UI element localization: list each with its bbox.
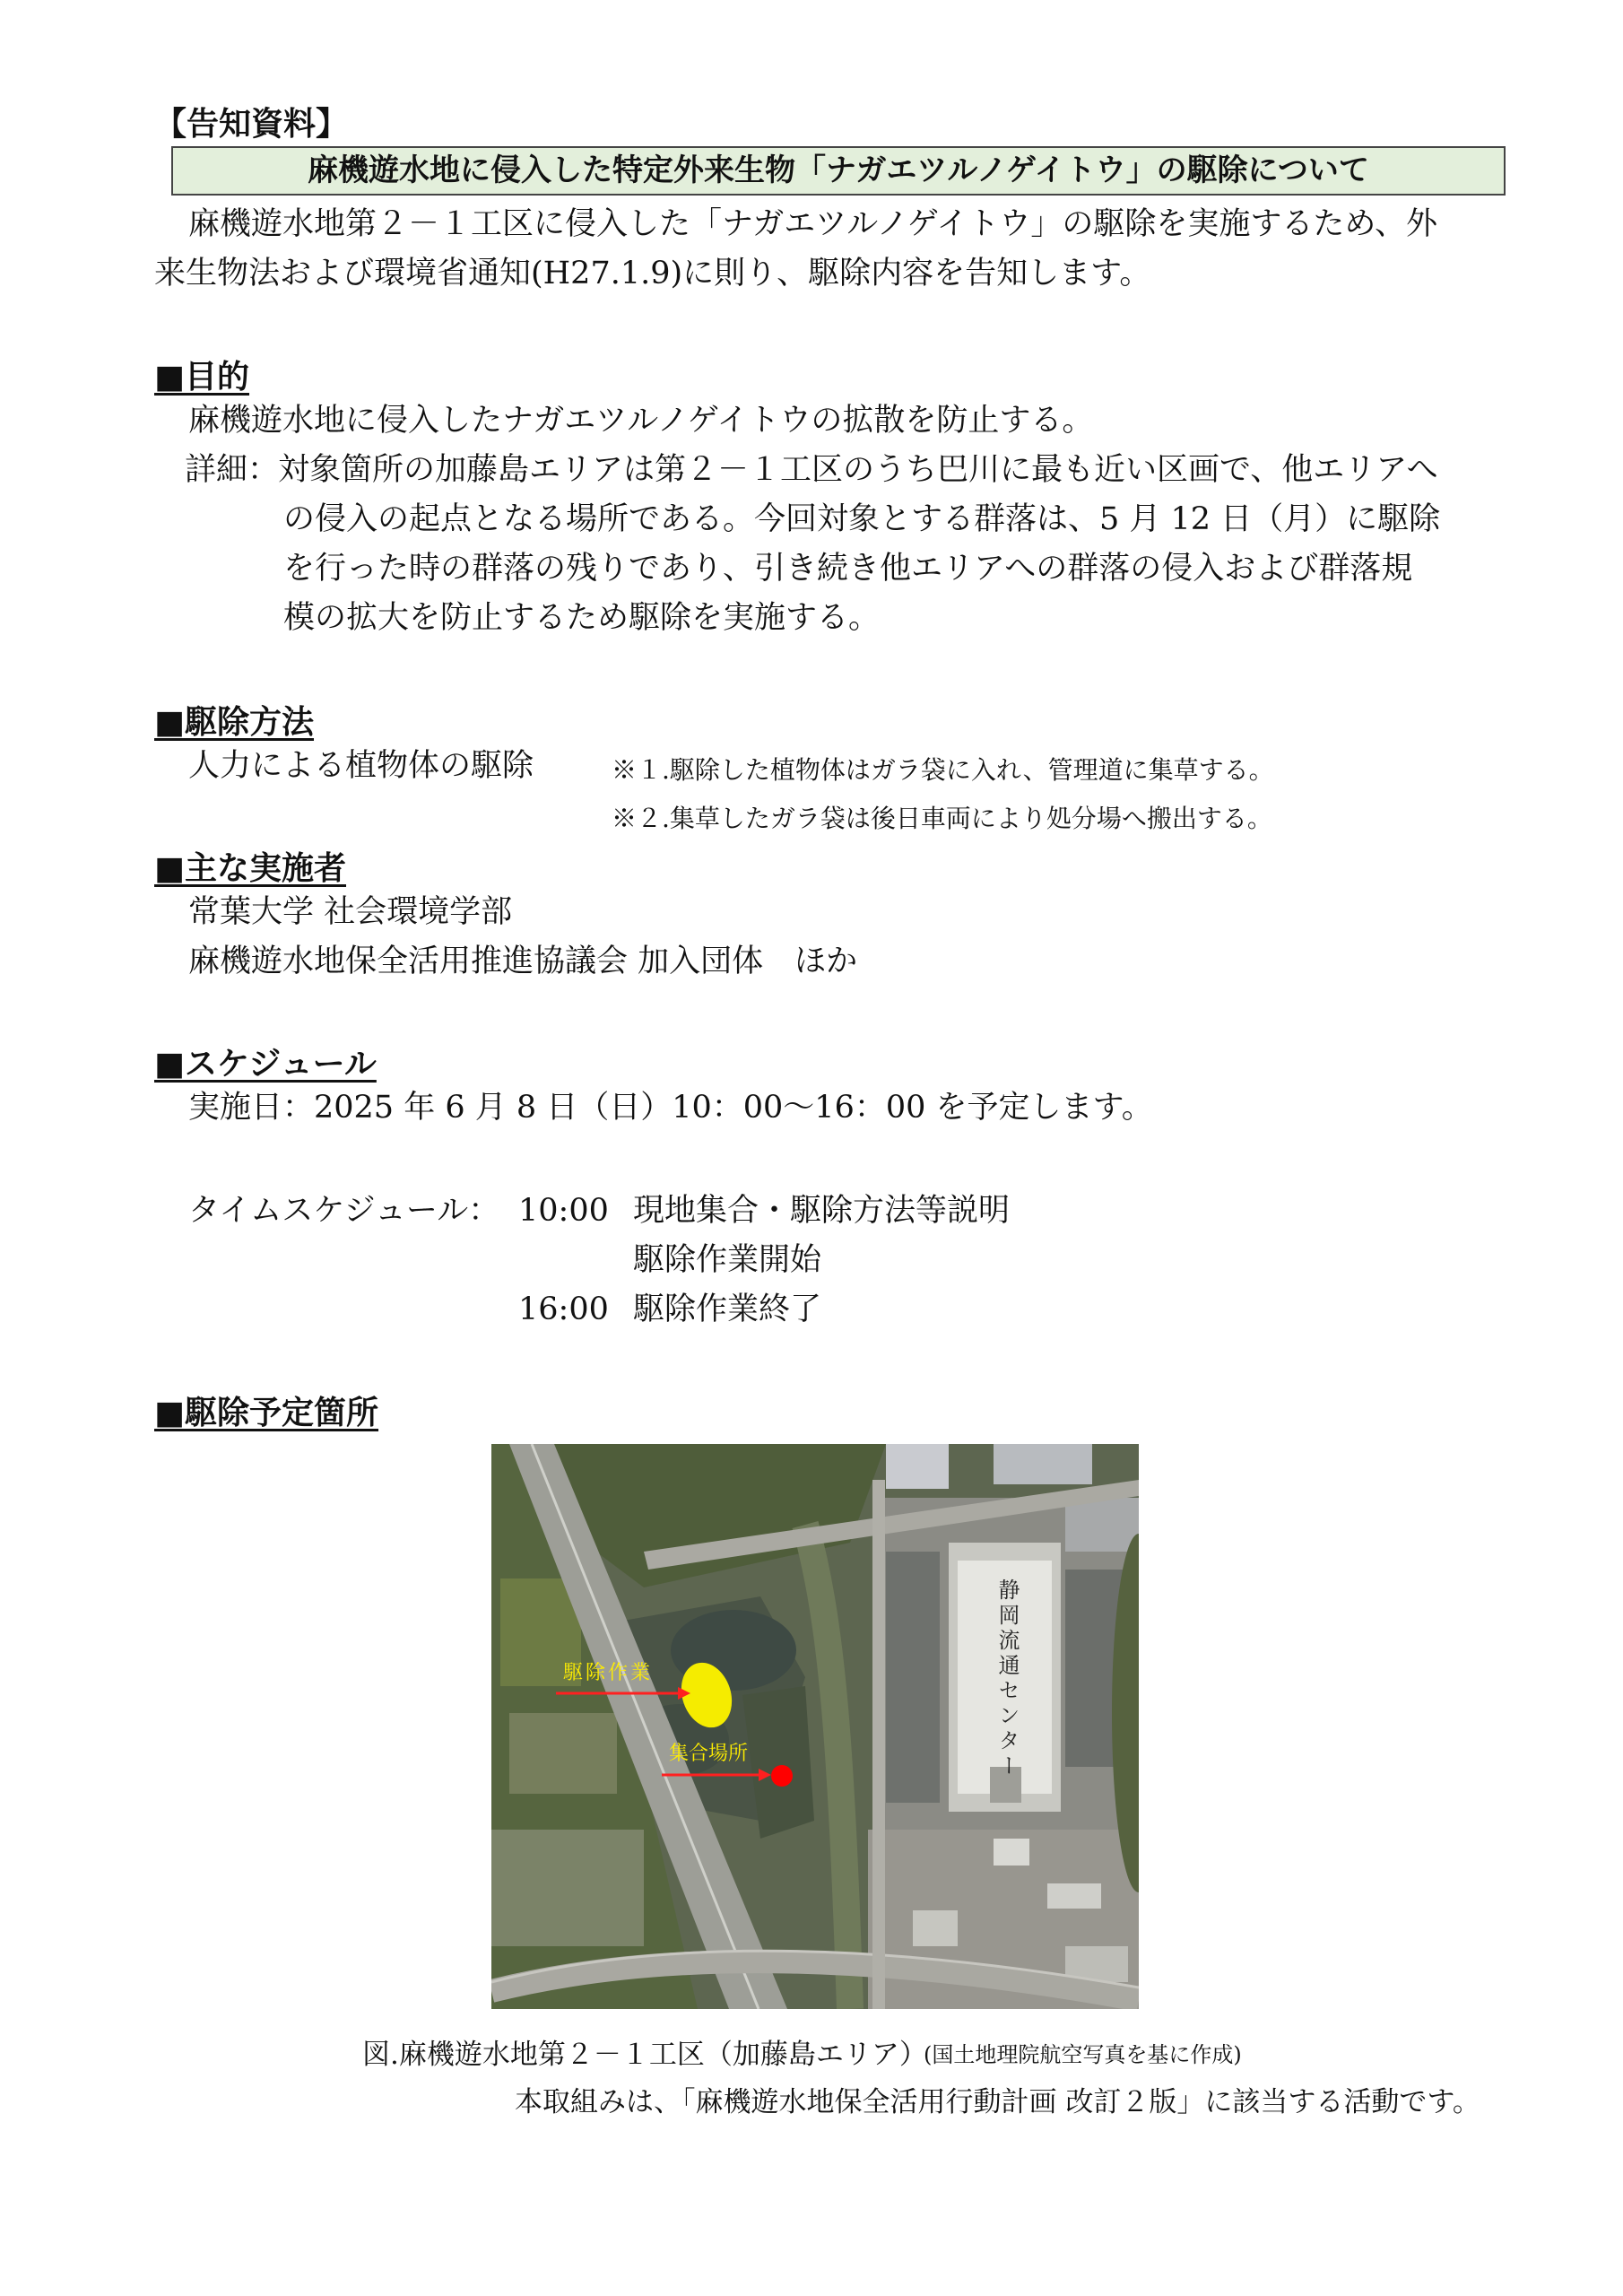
timetable-label: タイムスケジュール： [188,1193,500,1229]
intro-line-2: 来生物法および環境省通知(H27.1.9)に則り、駆除内容を告知します。 [154,256,1151,291]
method-note: ※２.集草したガラ袋は後日車両により処分場へ搬出する。 [612,804,1272,833]
timetable-time: 16:00 [518,1292,609,1327]
footer-note: 本取組みは、「麻機遊水地保全活用行動計画 改訂２版」に該当する活動です。 [515,2086,1480,2118]
implementer-item: 常葉大学 社会環境学部 [188,894,513,930]
meeting-point-marker [771,1765,793,1787]
implementer-item: 麻機遊水地保全活用推進協議会 加入団体 ほか [188,944,858,979]
timetable-activity: 駆除作業開始 [633,1242,822,1278]
purpose-detail-line: 模の拡大を防止するため駆除を実施する。 [283,600,881,636]
purpose-detail-label: 詳細： [185,452,280,488]
intro-line-1: 麻機遊水地第２－１工区に侵入した「ナガエツルノゲイトウ」の駆除を実施するため、外 [188,206,1438,242]
purpose-detail-line: 対象箇所の加藤島エリアは第２－１工区のうち巴川に最も近い区画で、他エリアへ [278,452,1438,488]
meeting-point-label: 集合場所 [669,1743,749,1765]
location-heading: ■駆除予定箇所 [154,1395,379,1431]
aerial-map [491,1444,1139,2009]
timetable-time: 10:00 [518,1193,609,1229]
purpose-detail-line: を行った時の群落の残りであり、引き続き他エリアへの群落の侵入および群落規 [283,551,1413,587]
purpose-text: 麻機遊水地に侵入したナガエツルノゲイトウの拡散を防止する。 [188,403,1094,439]
implementers-heading: ■主な実施者 [154,850,347,887]
timetable-activity: 現地集合・駆除方法等説明 [633,1193,1011,1229]
figure-caption: 図.麻機遊水地第２－１工区（加藤島エリア） [362,2039,927,2071]
purpose-detail-line: の侵入の起点となる場所である。今回対象とする群落は、5 月 12 日（月）に駆除 [283,501,1441,537]
schedule-date: 実施日：2025 年 6 月 8 日（日）10：00～16：00 を予定します。 [188,1090,1153,1126]
figure-source: (国土地理院航空写真を基に作成) [924,2042,1242,2067]
method-note: ※１.駆除した植物体はガラ袋に入れ、管理道に集草する。 [612,755,1274,785]
timetable-activity: 駆除作業終了 [633,1292,822,1327]
notice-label: 【告知資料】 [154,106,349,143]
document-title: 麻機遊水地に侵入した特定外来生物「ナガエツルノゲイトウ」の駆除について [171,146,1506,196]
purpose-heading: ■目的 [154,359,250,396]
building-label: 静岡流通センター [994,1578,1020,1779]
schedule-heading: ■スケジュール [154,1046,377,1083]
method-text: 人力による植物体の駆除 [188,748,534,784]
method-heading: ■駆除方法 [154,704,315,741]
work-area-label: 駆除作業 [563,1662,654,1684]
